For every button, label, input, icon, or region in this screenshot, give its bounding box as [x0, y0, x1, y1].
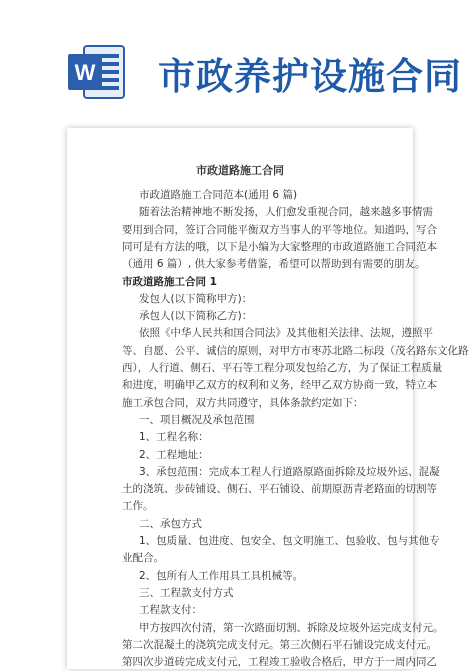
document-line: 二、承包方式	[139, 517, 202, 530]
document-line: 和进度，明确甲乙双方的权利和义务，经甲乙双方协商一致，特立本	[122, 379, 437, 392]
document-line: 工作。	[122, 500, 154, 513]
document-line: （通用 6 篇）, 供大家参考借鉴，希望可以帮助到有需要的朋友。	[122, 258, 426, 271]
document-line: 3、承包范围：完成本工程人行道路原路面拆除及垃圾外运、混凝	[139, 465, 440, 478]
document-line: 市政道路施工合同 1	[122, 275, 217, 288]
document-title: 市政道路施工合同	[196, 164, 284, 177]
document-line: 西），人行道、侧石、平石等工程分项发包给乙方，为了保证工程质量	[122, 362, 443, 374]
document-line: 1、包质量、包进度、包安全、包文明施工、包验收、包与其他专	[139, 535, 440, 547]
document-line: 承包人(以下简称乙方)：	[139, 310, 253, 323]
word-icon	[64, 40, 128, 104]
document-line: 依照《中华人民共和国合同法》及其他相关法律、法规，遵照平	[139, 327, 433, 340]
document-line: 1、工程名称：	[139, 431, 209, 444]
document-line: 三、工程款支付方式	[139, 586, 234, 599]
document-line: 市政道路施工合同范本(通用 6 篇)	[139, 189, 298, 201]
document-line: 工程款支付：	[139, 604, 202, 617]
document-line: 土的浇筑、步砖铺设、侧石、平石铺设、前期原沥青老路面的切割等	[122, 483, 437, 496]
document-line: 等、自愿、公平、诚信的原则，对甲方市枣苏北路二标段（茂名路东文化路	[122, 344, 469, 357]
document-line: 施工承包合同，双方共同遵守，具体条款约定如下：	[122, 396, 364, 409]
document-line: 一、项目概况及承包范围	[139, 413, 255, 426]
document-line: 第四次步道砖完成支付元，工程竣工验收合格后，甲方于一周内同乙	[122, 656, 437, 669]
document-line: 要用到合同，签订合同能平衡双方当事人的平等地位。知道吗，写合	[122, 223, 437, 236]
document-line: 甲方按四次付清，第一次路面切割、拆除及垃圾外运完成支付元。	[139, 621, 444, 634]
document-page	[67, 128, 469, 669]
document-line: 随着法治精神地不断发扬，人们愈发重视合同，越来越多事情需	[139, 206, 433, 219]
document-line: 2、工程地址：	[139, 448, 209, 461]
banner-title: 市政养护设施合同	[158, 55, 462, 98]
document-line: 同可是有方法的哦，以下是小编为大家整理的市政道路施工合同范本	[122, 240, 437, 253]
document-line: 第二次混凝土的浇筑完成支付元。第三次侧石平石铺设完成支付元。	[122, 638, 437, 651]
document-line: 发包人(以下简称甲方)：	[139, 292, 253, 305]
document-line: 2、包所有人工作用具工具机械等。	[139, 569, 304, 582]
document-line: 业配合。	[122, 552, 164, 565]
banner	[0, 0, 474, 128]
svg-text:W: W	[74, 60, 96, 85]
